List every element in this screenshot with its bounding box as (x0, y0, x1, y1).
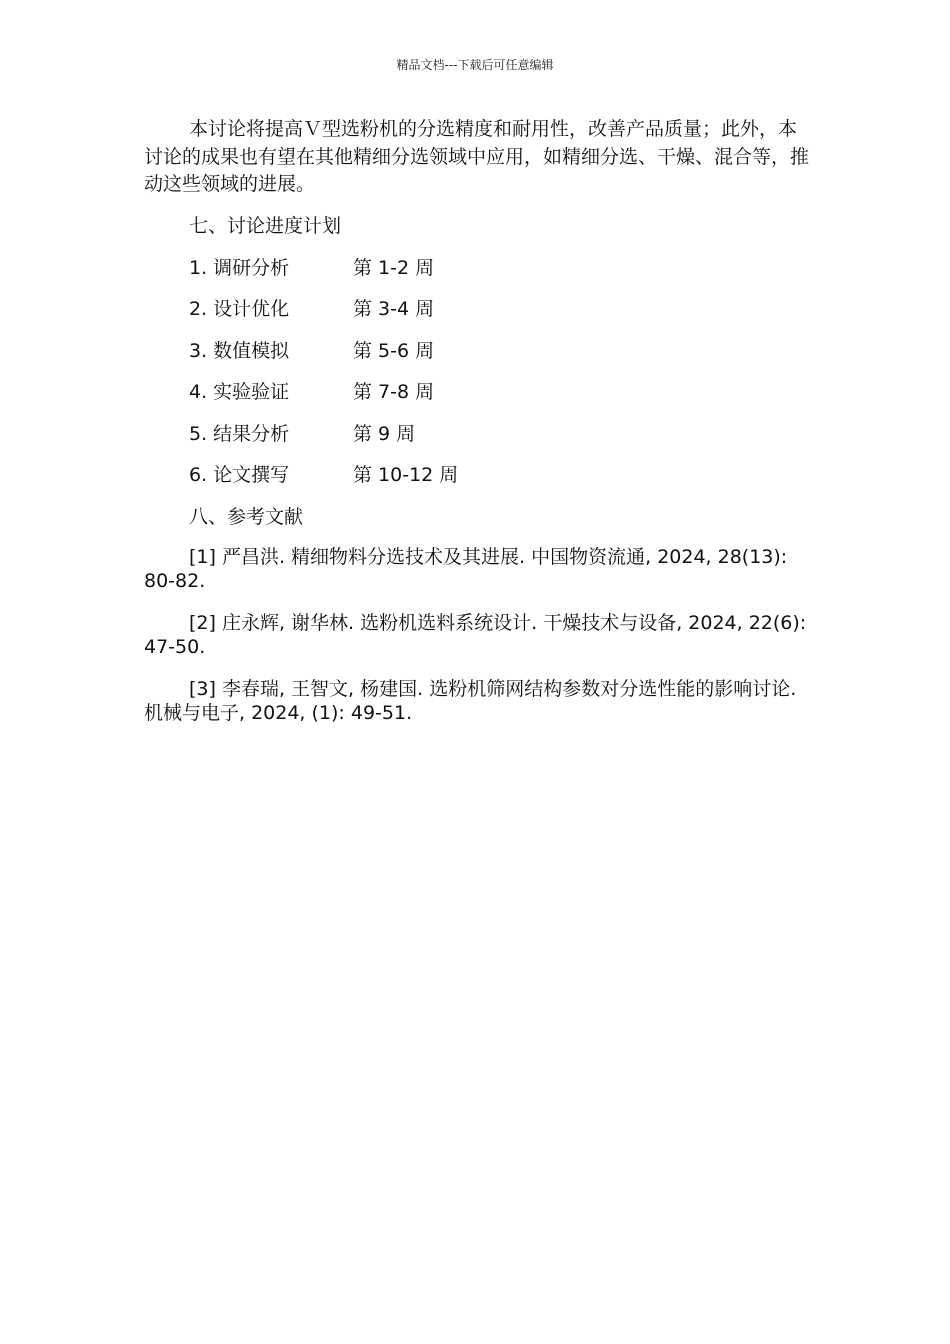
intro-paragraph: 本讨论将提高Ｖ型选粉机的分选精度和耐用性，改善产品质量；此外，本讨论的成果也有望在其他精细分选领域中应用，如精细分选、干燥、混合等，推动这些领域的进展。 (144, 118, 810, 195)
schedule-task: 2. 设计优化 (189, 298, 290, 320)
page-header: 精品文档---下载后可任意编辑 (396, 58, 554, 72)
schedule-period: 第 3-4 周 (353, 298, 435, 320)
reference-item: [1] 严昌洪. 精细物料分选技术及其进展. 中国物资流通, 2024, 28(13): 80-82. (144, 545, 788, 592)
schedule-item (144, 338, 809, 365)
document-body (144, 116, 809, 726)
schedule-item (144, 255, 809, 282)
schedule-period: 第 10-12 周 (353, 464, 459, 486)
schedule-task: 1. 调研分析 (189, 256, 290, 279)
schedule-period: 第 1-2 周 (353, 256, 435, 279)
schedule-task: 5. 结果分析 (189, 422, 290, 445)
section-heading-references: 八、参考文献 (189, 505, 304, 528)
schedule-period: 第 7-8 周 (353, 381, 435, 403)
schedule-item (144, 379, 809, 406)
section-heading-schedule: 七、讨论进度计划 (189, 215, 342, 237)
schedule-period: 第 9 周 (353, 422, 416, 445)
reference-item: [3] 李春瑞, 王智文, 杨建国. 选粉机筛网结构参数对分选性能的影响讨论. 机械与电子, 2024, (1): 49-51. (144, 677, 797, 724)
schedule-task: 4. 实验验证 (189, 381, 290, 403)
schedule-task: 3. 数值模拟 (189, 339, 290, 362)
schedule-item (144, 462, 809, 489)
schedule-period: 第 5-6 周 (353, 339, 435, 362)
reference-item: [2] 庄永辉, 谢华林. 选粉机选料系统设计. 干燥技术与设备, 2024, 22(6): 47-50. (144, 611, 807, 658)
schedule-task: 6. 论文撰写 (189, 464, 290, 486)
schedule-item (144, 421, 809, 448)
schedule-item (144, 296, 809, 323)
